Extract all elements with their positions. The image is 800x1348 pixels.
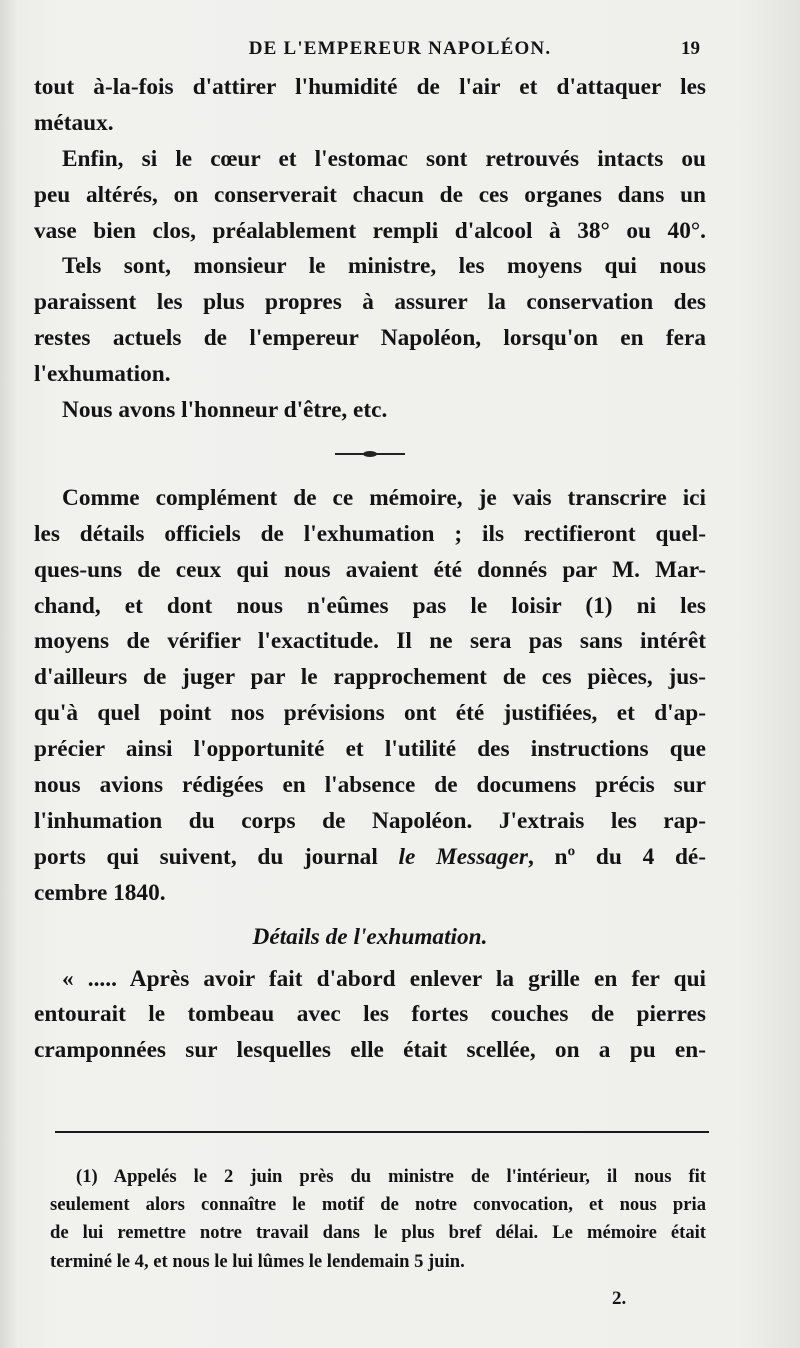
text-line: l'exhumation. <box>34 361 171 388</box>
text-line: Tels sont, monsieur le ministre, les moyens qui nous <box>62 253 706 280</box>
section-subheading: Détails de l'exhumation. <box>252 923 488 950</box>
footnote <box>50 1163 706 1276</box>
quote-line: entourait le tombeau avec les fortes couches de pierres <box>34 1001 706 1028</box>
ornament-divider-icon <box>335 451 405 457</box>
footnote-rule <box>55 1131 709 1133</box>
text-line: précier ainsi l'opportunité et l'utilité des instructions que <box>34 736 706 763</box>
text-line <box>34 840 706 876</box>
closing-line: Nous avons l'honneur d'être, etc. <box>62 397 388 424</box>
text-line: cembre 1840. <box>34 879 166 906</box>
footnote-line: de lui remettre notre travail dans le plus bref délai. Le mémoire était <box>50 1222 706 1244</box>
text-line: d'ailleurs de juger par le rapprochement de ces pièces, jus- <box>34 664 706 691</box>
text-line: peu altérés, on conserverait chacun de ces organes dans un <box>34 181 706 208</box>
text-line: métaux. <box>34 109 114 136</box>
text-fragment: ports qui suivent, du journal <box>34 843 399 870</box>
text-line: Enfin, si le cœur et l'estomac sont retrouvés intacts ou <box>62 145 706 172</box>
page-number: 19 <box>681 38 700 59</box>
running-title: DE L'EMPEREUR NAPOLÉON. <box>248 38 552 59</box>
text-line: Comme complément de ce mémoire, je vais transcrire ici <box>62 484 706 511</box>
text-line: nous avions rédigées en l'absence de documens précis sur <box>34 772 706 799</box>
text-line: qu'à quel point nos prévisions ont été justifiées, et d'ap- <box>34 700 706 727</box>
text-line: les détails officiels de l'exhumation ; ils rectifieront quel- <box>34 520 706 547</box>
text-line: ques-uns de ceux qui nous avaient été donnés par M. Mar- <box>34 556 706 583</box>
footnote-line: (1) Appelés le 2 juin près du ministre de l'intérieur, il nous fit <box>76 1166 706 1187</box>
text-line: l'inhumation du corps de Napoléon. J'extrais les rap- <box>34 807 706 834</box>
text-line: restes actuels de l'empereur Napoléon, lorsqu'on en fera <box>34 325 706 352</box>
quote-line: cramponnées sur lesquelles elle était scellée, on a pu en- <box>34 1037 706 1064</box>
journal-title: le Messager <box>398 843 528 870</box>
text-line: paraissent les plus propres à assurer la conservation des <box>34 289 706 316</box>
section-divider <box>34 429 706 481</box>
main-text <box>34 70 706 1069</box>
page-header <box>0 34 800 64</box>
text-line: chand, et dont nous n'eûmes pas le loisir (1) ni les <box>34 592 706 619</box>
footnote-line: seulement alors connaître le motif de notre convocation, et nous pria <box>50 1194 706 1216</box>
text-line: vase bien clos, préalablement rempli d'alcool à 38° ou 40°. <box>34 217 706 244</box>
text-line: tout à-la-fois d'attirer l'humidité de l'air et d'attaquer les <box>34 74 706 100</box>
text-fragment: , nº du 4 dé- <box>527 843 706 870</box>
footnote-line: terminé le 4, et nous le lui lûmes le lendemain 5 juin. <box>50 1250 465 1272</box>
signature-mark: 2. <box>612 1288 627 1309</box>
text-line: moyens de vérifier l'exactitude. Il ne sera pas sans intérêt <box>34 628 706 655</box>
quote-line: « ..... Après avoir fait d'abord enlever la grille en fer qui <box>62 965 706 992</box>
